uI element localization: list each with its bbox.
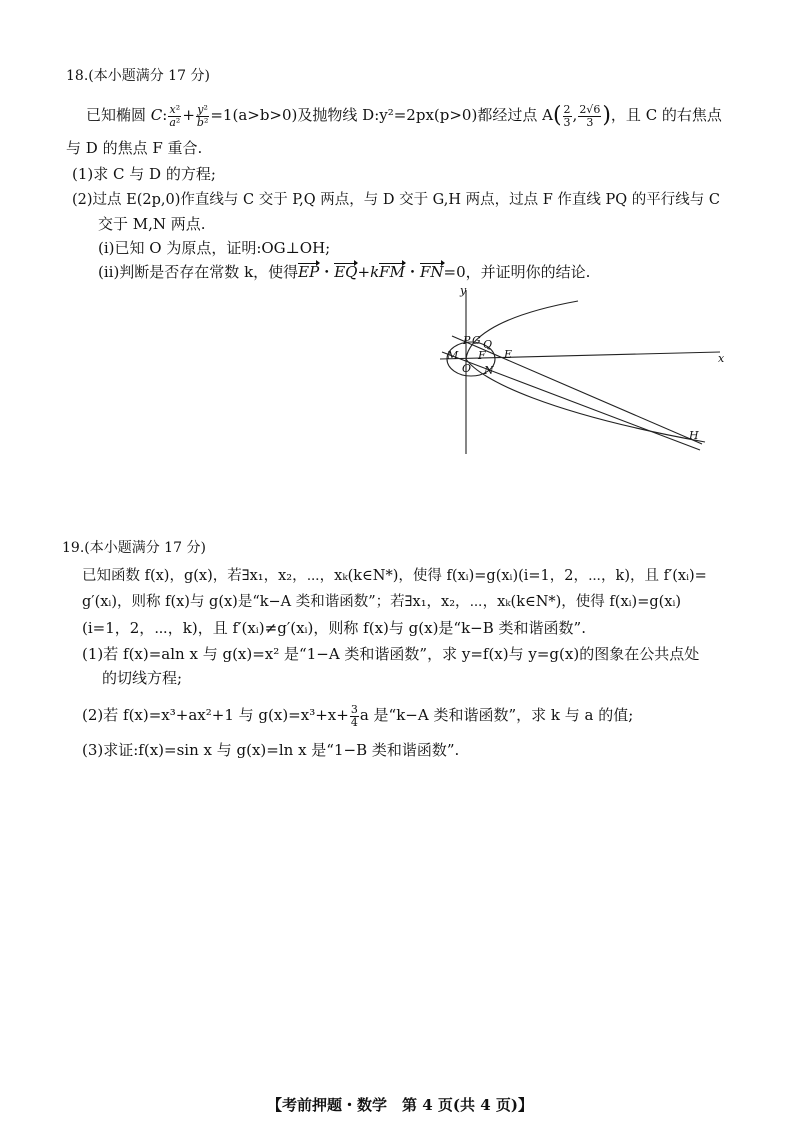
q18-header: 18.(本小题满分 17 分): [66, 68, 210, 84]
q19-def-line3: (i=1，2，⋯，k)，且 f′(xᵢ)≠g′(xᵢ)，则称 f(x)与 g(x)是“k−B 类和谐函数”.: [82, 619, 586, 637]
vector-FN: FN: [419, 263, 444, 281]
q18-part2-a: (2)过点 E(2p,0)作直线与 C 交于 P,Q 两点，与 D 交于 G,H 两点，过点 F 作直线 PQ 的平行线与 C: [72, 192, 720, 208]
label-E: E: [504, 348, 513, 361]
label-O: O: [462, 362, 472, 375]
q19-part1-b: 的切线方程;: [102, 669, 183, 687]
vector-EP: EP: [298, 263, 320, 281]
fraction-x2-a2: $\frac{\text{x²}}{\text{a²}}$: [169, 102, 181, 129]
q18-part1: (1)求 C 与 D 的方程;: [72, 165, 216, 183]
q19-part3: (3)求证:f(x)=sin x 与 g(x)=ln x 是“1−B 类和谐函数”.: [82, 741, 460, 759]
fraction-y2-b2: $\frac{\text{y²}}{\text{b²}}$: [196, 102, 209, 129]
q18-sub2-text-1: (ⅱ)判断是否存在常数 k，使得: [98, 263, 299, 281]
label-F: F: [478, 349, 486, 362]
label-H: H: [689, 429, 699, 442]
fraction-2sqrt6-3: $\frac{2√6}{3}$: [579, 102, 601, 129]
label-N: N: [484, 364, 494, 377]
q18-intro-text-1: 已知椭圆: [86, 106, 151, 124]
line-PQ-H: [452, 336, 702, 444]
q18-sub2: (ⅱ)判断是否存在常数 k，使得EP・EQ+kFM・FN=0，并证明你的结论.: [98, 263, 591, 281]
label-M: M: [447, 349, 459, 362]
q19-def-line2: g′(xᵢ)，则称 f(x)与 g(x)是“k−A 类和谐函数”；若∃x₁，x₂，⋯，xₖ(k∈N*)，使得 f(xᵢ)=g(xᵢ): [82, 594, 682, 610]
q18-part2-b: 交于 M,N 两点.: [98, 215, 206, 233]
label-P: P: [463, 334, 471, 347]
q19-part2: [82, 700, 633, 730]
q19-def-line1: 已知函数 f(x)，g(x)，若∃x₁，x₂，⋯，xₖ(k∈N*)，使得 f(xᵢ)=g(xᵢ)(i=1，2，⋯，k)，且 f′(xᵢ)=: [82, 568, 707, 584]
vector-FM: FM: [379, 263, 405, 281]
q19-header: 19.(本小题满分 17 分): [62, 540, 206, 556]
label-y: y: [460, 284, 467, 297]
q18-intro-line: 已知椭圆 C: $\frac{\text{x²}}{\text{a²}}$ + $\frac{\text{y²}}{\text{b²}}$ =1(a>b>0)及抛物线 D:y²=2px(p>0)都经过点 A( $\frac{2}{3}$ , $\frac{2√6}{3}$ )，且 C 的右焦点: [86, 102, 722, 129]
line-MN: [442, 352, 700, 450]
fraction-3-4: $\frac{3}{4}$: [350, 702, 358, 729]
q18-sub1: (ⅰ)已知 O 为原点，证明:OG⊥OH;: [98, 239, 331, 257]
label-x: x: [718, 352, 725, 365]
q19-part1-a: (1)若 f(x)=aln x 与 g(x)=x² 是“1−A 类和谐函数”，求 y=f(x)与 y=g(x)的图象在公共点处: [82, 645, 700, 663]
label-Q: Q: [483, 338, 493, 351]
vector-EQ: EQ: [334, 263, 358, 281]
q19-part2-text-2: a 是“k−A 类和谐函数”，求 k 与 a 的值;: [359, 706, 634, 724]
fraction-2-3: $\frac{2}{3}$: [563, 102, 571, 129]
label-G: G: [472, 334, 481, 347]
q18-sub2-text-2: =0，并证明你的结论.: [443, 263, 591, 281]
q18-line2: 与 D 的焦点 F 重合.: [66, 139, 203, 157]
q19-part2-text-1: (2)若 f(x)=x³+ax²+1 与 g(x)=x³+x+: [82, 706, 349, 724]
q18-figure: [430, 282, 730, 457]
q18-intro-text-2: =1(a>b>0)及抛物线 D:y²=2px(p>0)都经过点 A: [210, 106, 553, 124]
page-footer: 【考前押题・数学 第 4 页(共 4 页)】: [267, 1096, 533, 1114]
q18-intro-text-3: ，且 C 的右焦点: [610, 106, 722, 124]
